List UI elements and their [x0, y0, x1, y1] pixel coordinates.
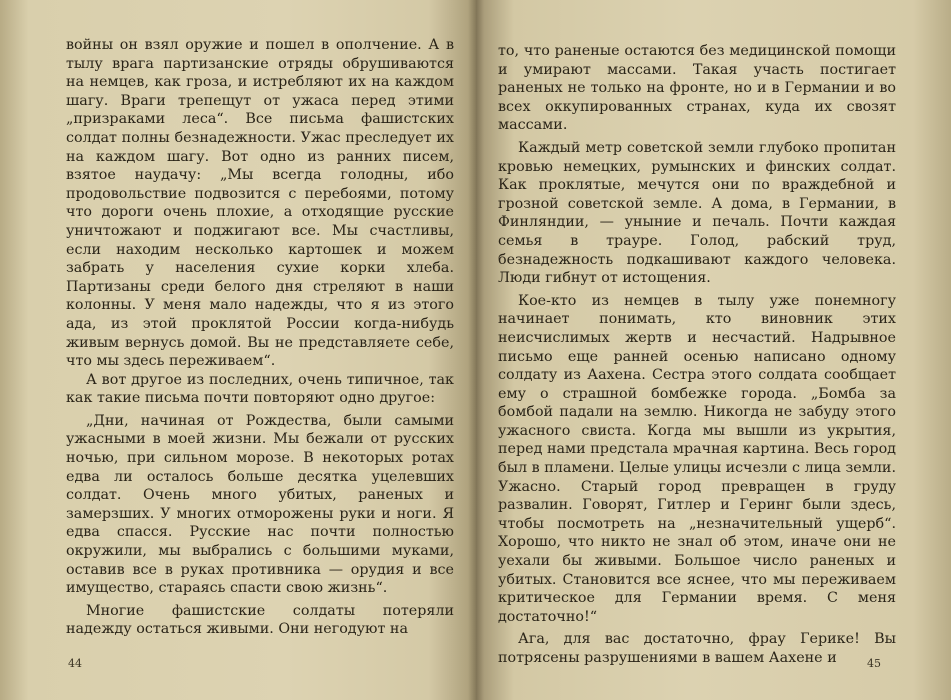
left-page-text	[66, 36, 454, 639]
paragraph: Каждый метр советской земли глубоко пропитан кровью немецких, румынских и финских солдат. Как проклятые, мечутся они по враждебной и грозной советской земле. А дома, в Германии, в Финляндии, — уныние и печаль. Почти каждая семья в трауре. Голод, рабский труд, безнадежность подкашивают каждого человека. Люди гибнут от истощения.	[498, 139, 896, 287]
paragraph: войны он взял оружие и пошел в ополчение. А в тылу врага партизанские отряды обрушиваются на немцев, как гроза, и истребляют их на каждом шагу. Враги трепещут от ужаса перед этими „призраками леса“. Все письма фашистских солдат полны безнадежности. Ужас преследует их на каждом шагу. Вот одно из ранних писем, взятое наудачу: „Мы всегда голодны, ибо продовольствие подвозится с перебоями, потому что дороги очень плохие, а отходящие русские уничтожают и поджигают все. Мы счастливы, если находим несколько картошек и можем забрать у населения сухие корки хлеба. Партизаны среди белого дня стреляют в наши колонны. У меня мало надежды, что я из этого ада, из этой проклятой России когда-нибудь живым вернусь домой. Вы не представляете себе, что мы здесь переживаем“.	[66, 37, 454, 370]
page-number: 45	[867, 657, 881, 670]
right-page	[476, 0, 951, 700]
paragraph: А вот другое из последних, очень типичное, так как такие письма почти повторяют одно другое:	[66, 371, 454, 407]
book-gutter	[468, 0, 484, 700]
paragraph: „Дни, начиная от Рождества, были самыми ужасными в моей жизни. Мы бежали от русских ночью, при сильном морозе. В некоторых ротах едва ли осталось больше десятка уцелевших солдат. Очень много убитых, раненых и замерзших. У многих отморожены руки и ноги. Я едва спасся. Русские нас почти полностью окружили, мы выбрались с большими муками, оставив все в руках противника — орудия и все имущество, стараясь спасти свою жизнь“.	[66, 412, 454, 597]
paragraph: то, что раненые остаются без медицинской помощи и умирают массами. Такая участь постигает раненых не только на фронте, но и в Германии и во всех оккупированных странах, куда их свозят массами.	[498, 43, 896, 134]
right-page-text	[498, 42, 896, 668]
paragraph: Многие фашистские солдаты потеряли надежду остаться живыми. Они негодуют на	[66, 602, 454, 638]
paragraph: Кое-кто из немцев в тылу уже понемногу начинает понимать, кто виновник этих неисчислимых жертв и несчастий. Надрывное письмо еще ранней осенью написано одному солдату из Аахена. Сестра этого солдата сообщает ему о страшной бомбежке города. „Бомба за бомбой падали на землю. Никогда не забуду этого ужасного свиста. Когда мы вышли из укрытия, перед нами предстала мрачная картина. Весь город был в пламени. Целые улицы исчезли с лица земли. Ужасно. Старый город превращен в груду развалин. Говорят, Гитлер и Геринг были здесь, чтобы посмотреть на „незначительный ущерб“. Хорошо, что никто не знал об этом, иначе они не уехали бы живыми. Большое число раненых и убитых. Становится все яснее, что мы переживаем критическое для Германии время. С меня достаточно!“	[498, 292, 896, 625]
paragraph: Ага, для вас достаточно, фрау Герике! Вы потрясены разрушениями в вашем Аахене и	[498, 631, 896, 666]
page-number: 44	[68, 657, 82, 670]
